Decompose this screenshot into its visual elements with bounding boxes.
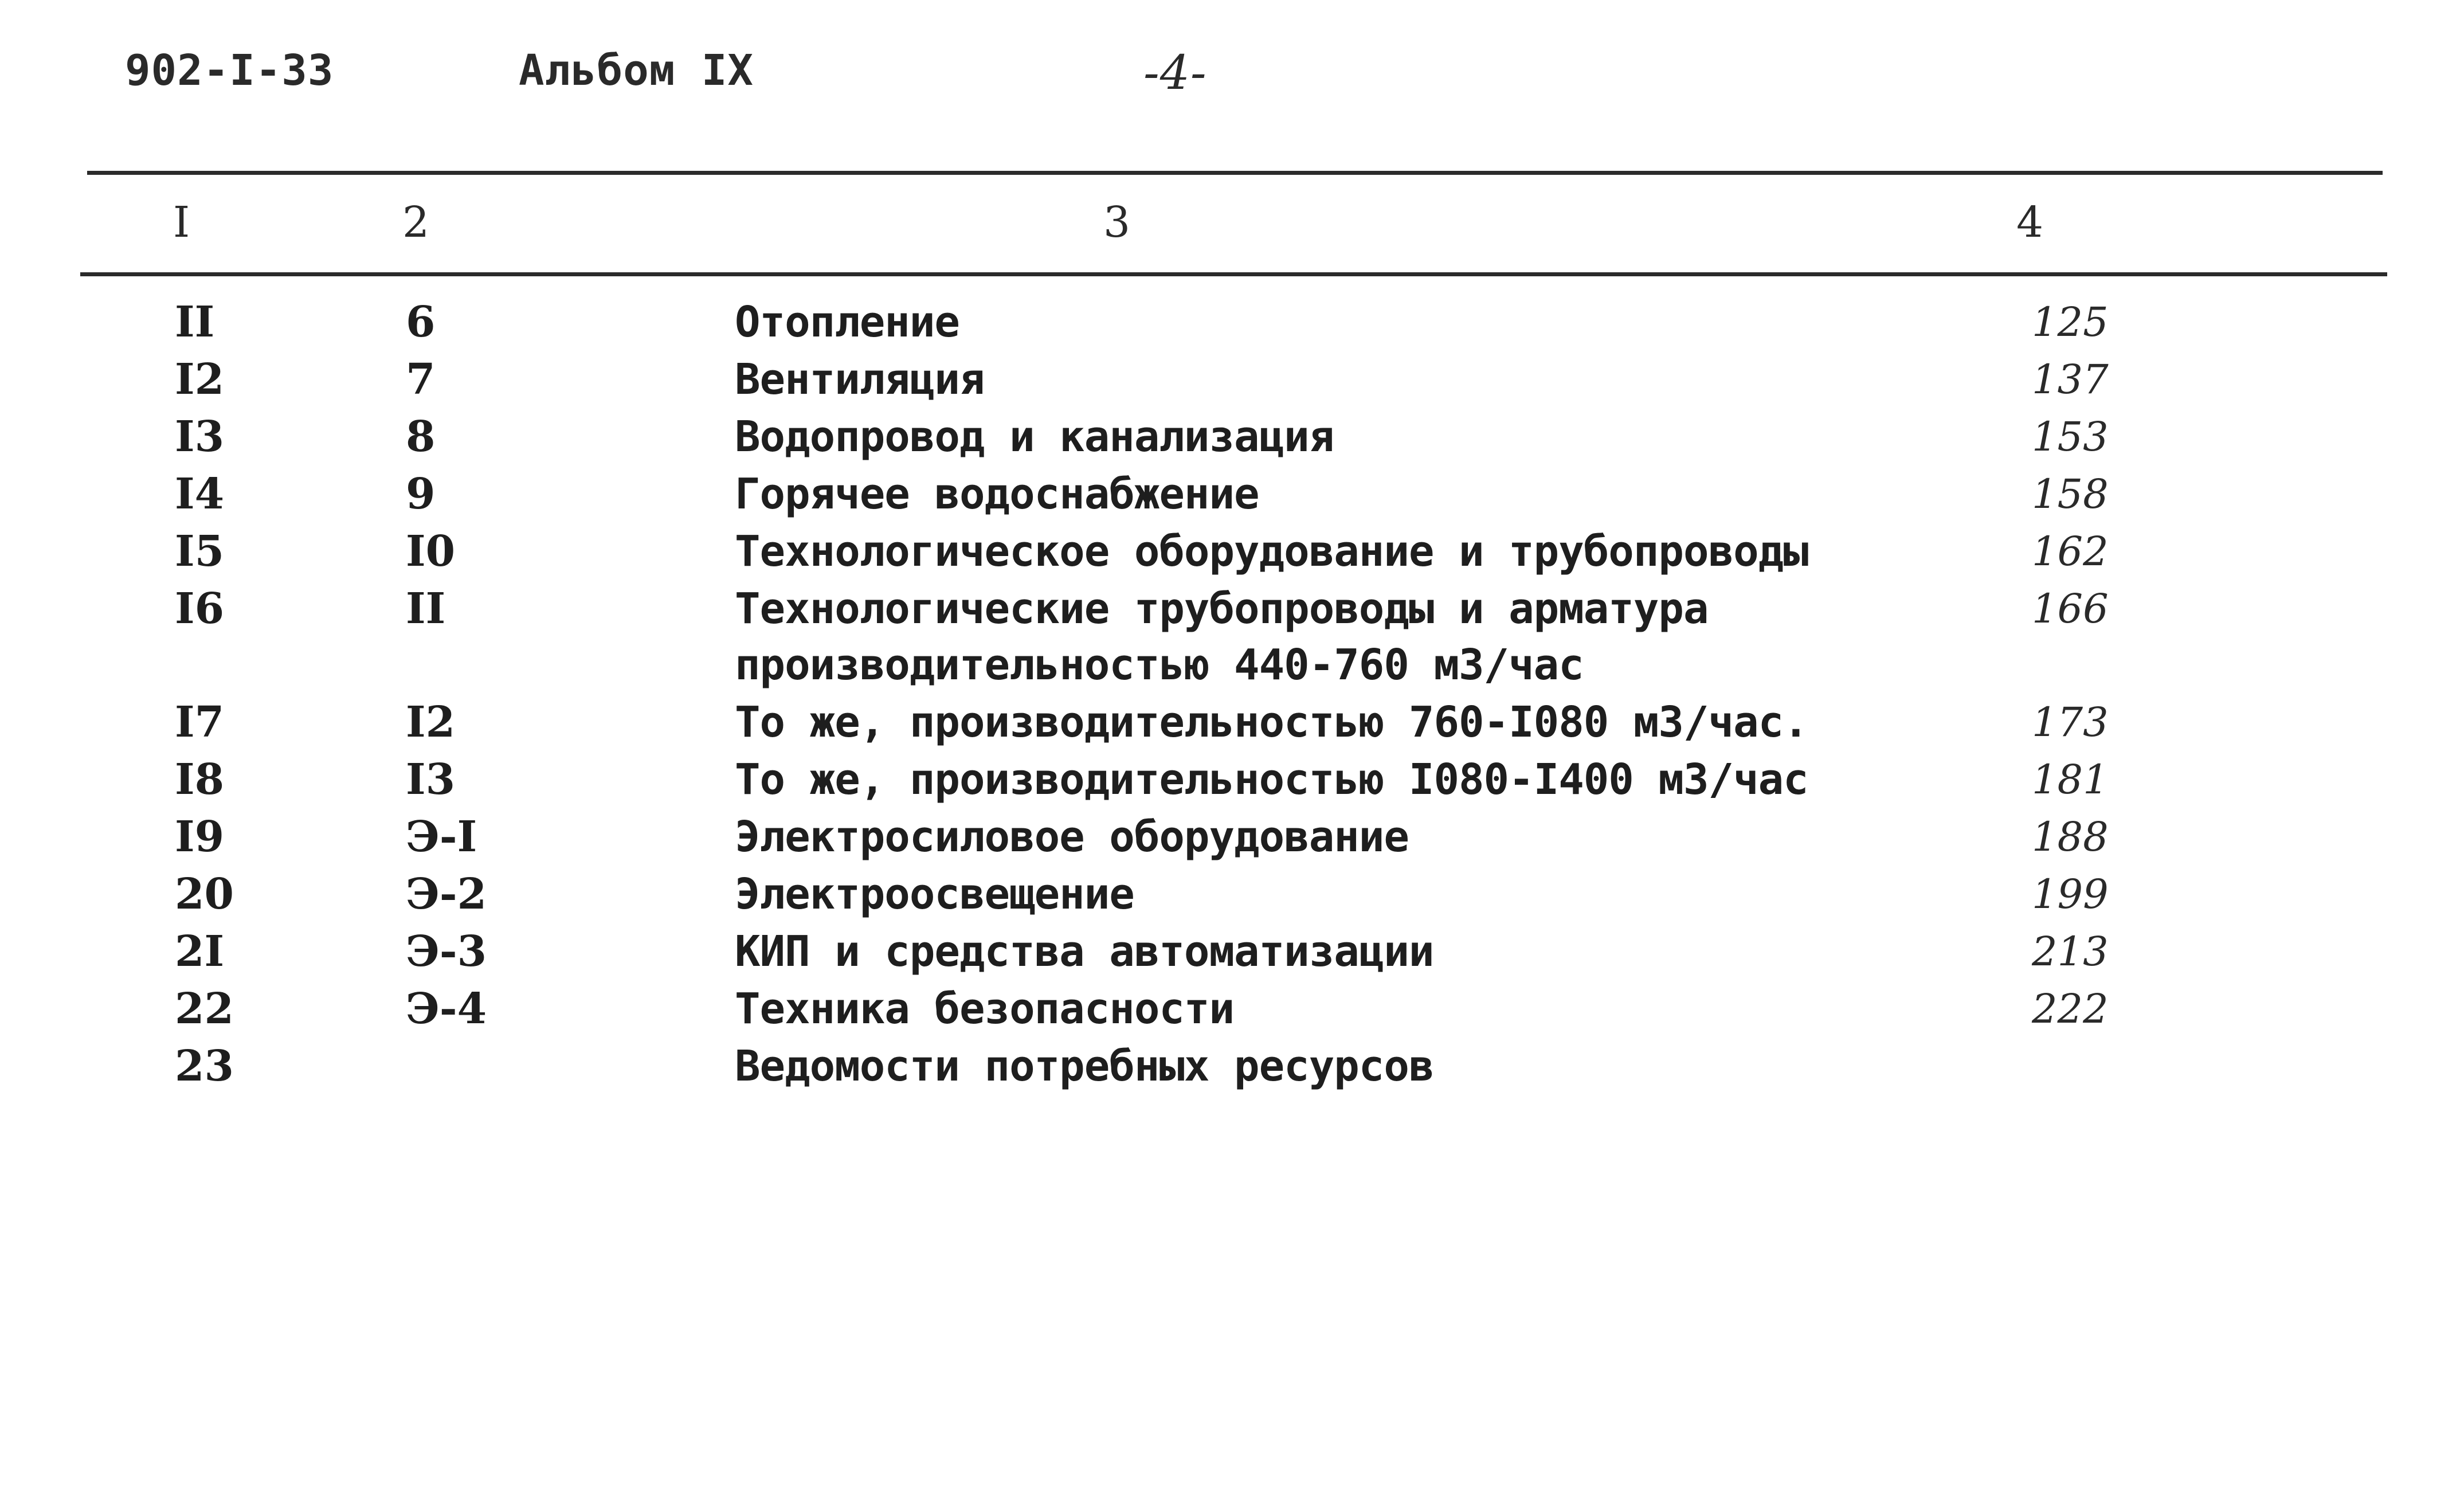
- table-header-rule: [80, 272, 2387, 276]
- section-title: Водопровод и канализация: [735, 412, 1334, 461]
- row-number: 2I: [175, 927, 225, 976]
- row-number: I2: [175, 355, 225, 404]
- section-code: II: [406, 584, 446, 633]
- section-title: Электросиловое оборудование: [735, 812, 1409, 862]
- table-row: [0, 980, 2464, 1038]
- section-code: 9: [406, 469, 436, 519]
- page-ref: 213: [2032, 928, 2109, 975]
- table-row: [0, 351, 2464, 408]
- page-ref: 173: [2032, 699, 2109, 746]
- table-row: [0, 523, 2464, 580]
- column-header-1: I: [173, 198, 190, 247]
- table-row-continuation: [0, 636, 2464, 694]
- row-number: I3: [175, 412, 225, 461]
- page-ref: 153: [2032, 413, 2109, 460]
- section-code: I0: [406, 527, 456, 576]
- section-title: Технологическое оборудование и трубопроводы: [735, 527, 1808, 576]
- section-title: Электроосвещение: [735, 870, 1134, 919]
- row-number: I4: [175, 469, 225, 519]
- table-row: [0, 1038, 2464, 1095]
- section-title: КИП и средства автоматизации: [735, 927, 1434, 976]
- table-row: [0, 293, 2464, 351]
- page-ref: 166: [2032, 585, 2109, 632]
- section-title: производительностью 440-760 м3/час: [735, 640, 1584, 690]
- table-top-rule: [87, 171, 2383, 175]
- section-title: Ведомости потребных ресурсов: [735, 1042, 1434, 1091]
- section-code: Э-3: [406, 927, 487, 976]
- table-row: [0, 808, 2464, 866]
- section-code: Э-I: [406, 812, 477, 862]
- section-title: Горячее водоснабжение: [735, 469, 1259, 519]
- album-label: Альбом IX: [519, 46, 754, 95]
- section-code: I2: [406, 698, 456, 747]
- section-title: Технологические трубопроводы и арматура: [735, 584, 1709, 633]
- section-title: Техника безопасности: [735, 984, 1235, 1034]
- section-title: Отопление: [735, 298, 959, 347]
- row-number: 20: [175, 870, 234, 919]
- table-row: [0, 465, 2464, 523]
- page-number: -4-: [1143, 46, 1207, 100]
- table-row: [0, 866, 2464, 923]
- section-title: То же, производительностью 760-I080 м3/час.: [735, 698, 1808, 747]
- page-ref: 222: [2032, 985, 2109, 1032]
- page-ref: 125: [2032, 299, 2109, 346]
- table-row: [0, 580, 2464, 637]
- table-row: [0, 751, 2464, 808]
- page-ref: 181: [2032, 756, 2109, 803]
- table-row: [0, 408, 2464, 465]
- row-number: 23: [175, 1042, 234, 1091]
- page-ref: 199: [2032, 871, 2109, 918]
- table-row: [0, 923, 2464, 980]
- row-number: I7: [175, 698, 225, 747]
- section-code: 8: [406, 412, 436, 461]
- section-code: Э-2: [406, 870, 487, 919]
- document-code: 902-I-33: [125, 46, 334, 95]
- section-title: То же, производительностью I080-I400 м3/час: [735, 755, 1808, 804]
- row-number: II: [175, 298, 215, 347]
- column-header-2: 2: [402, 198, 430, 247]
- row-number: I8: [175, 755, 225, 804]
- section-code: Э-4: [406, 984, 487, 1034]
- section-code: 7: [406, 355, 436, 404]
- row-number: 22: [175, 984, 234, 1034]
- page-ref: 158: [2032, 471, 2109, 518]
- table-row: [0, 694, 2464, 751]
- page-ref: 188: [2032, 813, 2109, 860]
- row-number: I6: [175, 584, 225, 633]
- column-header-4: 4: [2016, 198, 2044, 247]
- page-ref: 137: [2032, 356, 2109, 403]
- section-title: Вентиляция: [735, 355, 985, 404]
- row-number: I9: [175, 812, 225, 862]
- row-number: I5: [175, 527, 225, 576]
- section-code: I3: [406, 755, 456, 804]
- page-ref: 162: [2032, 528, 2109, 575]
- column-header-3: 3: [1103, 198, 1131, 247]
- section-code: 6: [406, 298, 436, 347]
